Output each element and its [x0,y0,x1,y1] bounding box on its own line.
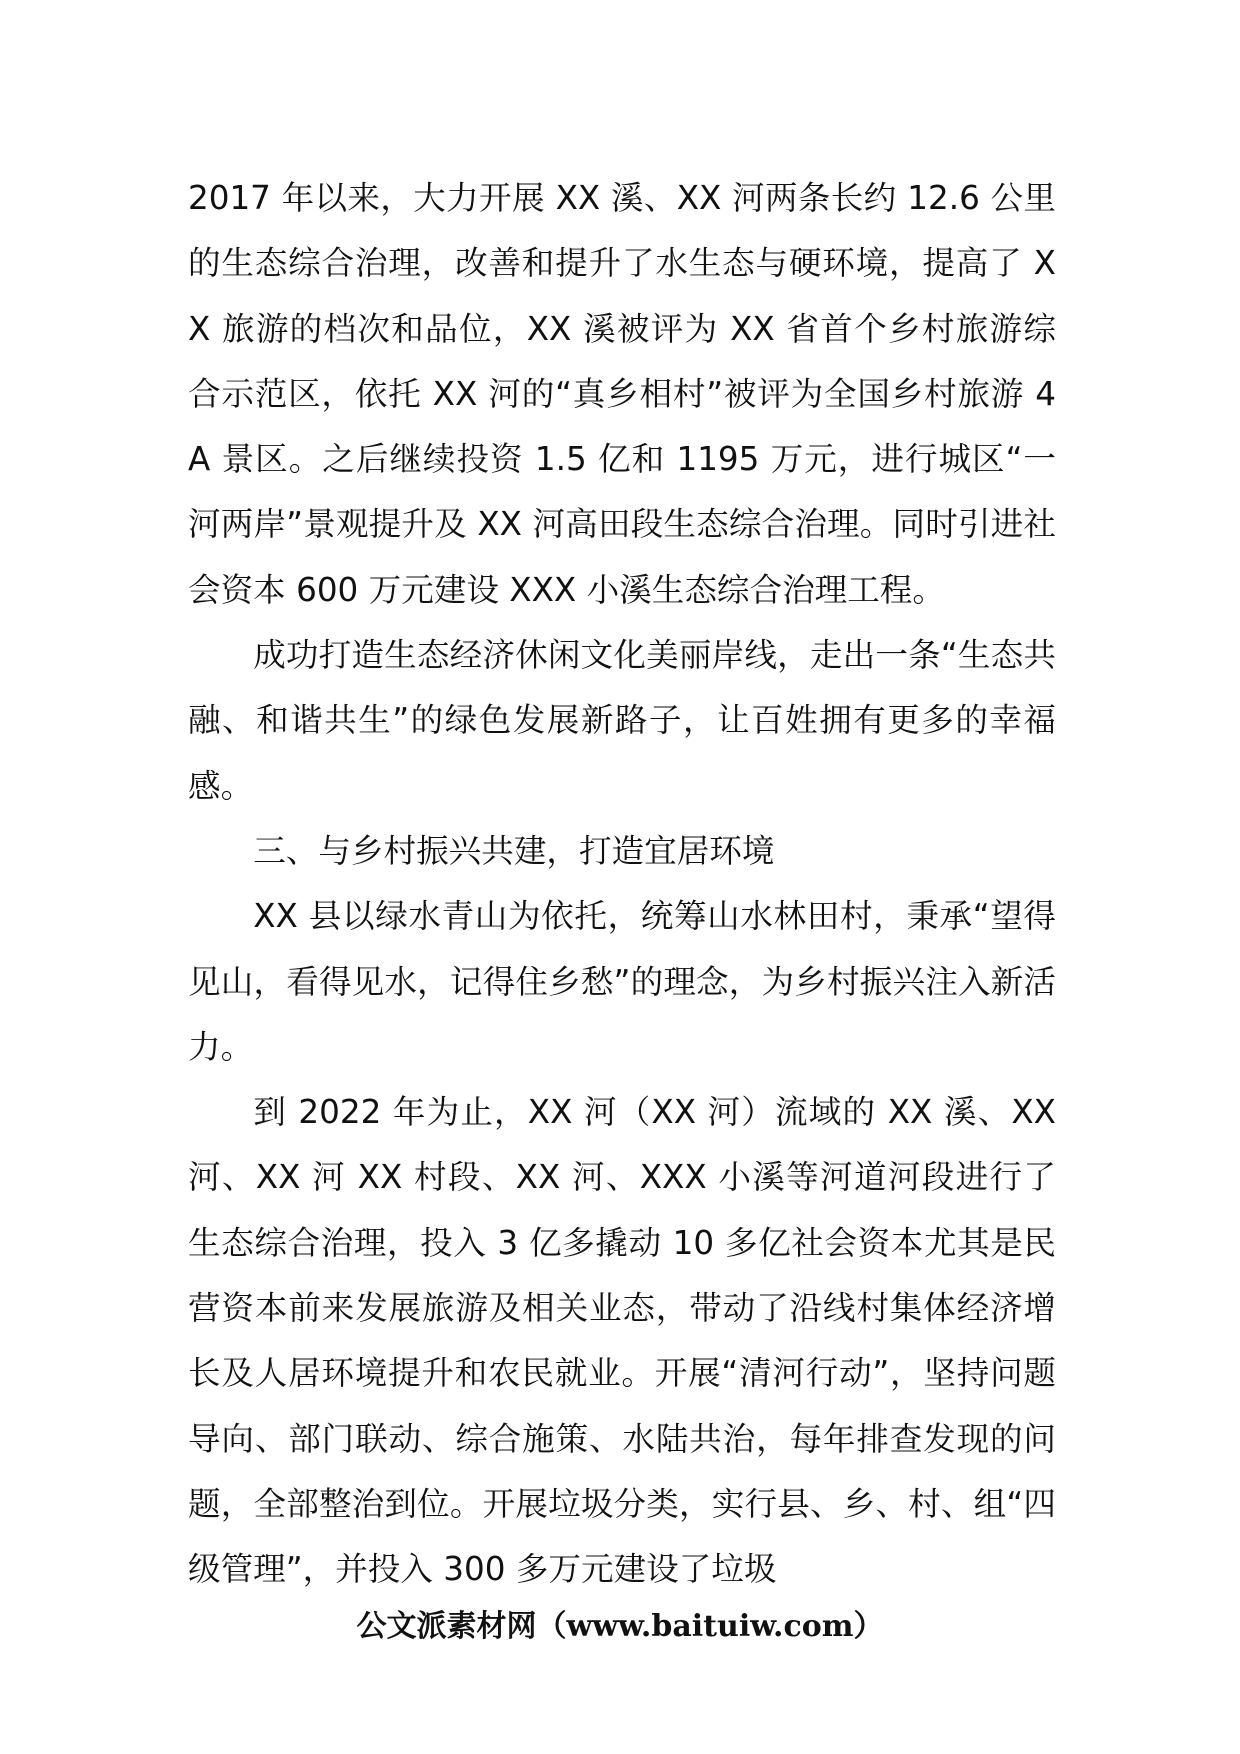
paragraph-continuation: 2017 年以来，大力开展 XX 溪、XX 河两条长约 12.6 公里的生态综合治理，改善和提升了水生态与硬环境，提高了 XX 旅游的档次和品位，XX 溪被评为 XX 省首个乡村旅游综合示范区，依托 XX 河的“真乡相村”被评为全国乡村旅游 4A 景区。之后继续投资 1.5 亿和 1195 万元，进行城区“一河两岸”景观提升及 XX 河高田段生态综合治理。同时引进社会资本 600 万元建设 XXX 小溪生态综合治理工程。 [188,179,1056,609]
document-body [188,166,1056,1603]
paragraph: XX 县以绿水青山为依托，统筹山水林田村，秉承“望得见山，看得见水，记得住乡愁”的理念，为乡村振兴注入新活力。 [188,897,1056,1066]
section-heading: 三、与乡村振兴共建，打造宜居环境 [253,831,775,870]
paragraph: 到 2022 年为止，XX 河（XX 河）流域的 XX 溪、XX 河、XX 河 XX 村段、XX 河、XXX 小溪等河道河段进行了生态综合治理，投入 3 亿多撬动 10 多亿社会资本尤其是民营资本前来发展旅游及相关业态，带动了沿线村集体经济增长及人居环境提升和农民就业。开展“清河行动”，坚持问题导向、部门联动、综合施策、水陆共治，每年排查发现的问题，全部整治到位。开展垃圾分类，实行县、乡、村、组“四级管理”，并投入 300 多万元建设了垃圾 [188,1093,1056,1589]
footer-watermark: 公文派素材网（www.baituiw.com） [356,1609,884,1644]
paragraph: 成功打造生态经济休闲文化美丽岸线，走出一条“生态共融、和谐共生”的绿色发展新路子，让百姓拥有更多的幸福感。 [188,636,1056,805]
